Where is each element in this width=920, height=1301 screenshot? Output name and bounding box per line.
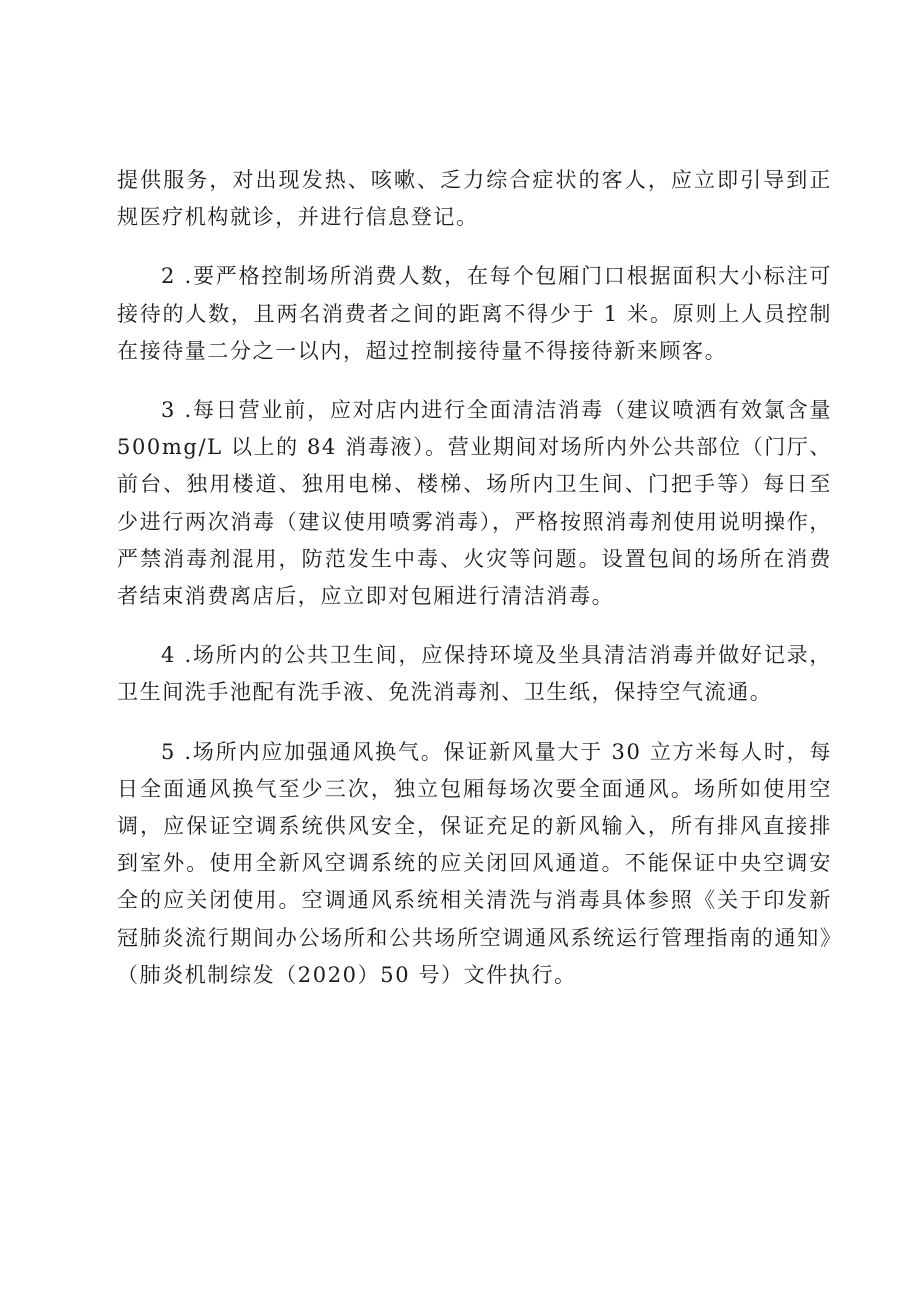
document-body <box>117 162 832 1016</box>
paragraph-item-5: 5 .场所内应加强通风换气。保证新风量大于 30 立方米每人时，每日全面通风换气至少三次，独立包厢每场次要全面通风。场所如使用空调，应保证空调系统供风安全，保证充足的新风输入，所有排风直接排到室外。使用全新风空调系统的应关闭回风通道。不能保证中央空调安全的应关闭使用。空调通风系统相关清洗与消毒具体参照《关于印发新冠肺炎流行期间办公场所和公共场所空调通风系统运行管理指南的通知》（肺炎机制综发（2020）50 号）文件执行。 <box>117 739 832 987</box>
paragraph-continuation: 提供服务，对出现发热、咳嗽、乏力综合症状的客人，应立即引导到正规医疗机构就诊，并进行信息登记。 <box>117 168 832 230</box>
paragraph-item-2: 2 .要严格控制场所消费人数，在每个包厢门口根据面积大小标注可接待的人数，且两名消费者之间的距离不得少于 1 米。原则上人员控制在接待量二分之一以内，超过控制接待量不得接待新来顾客。 <box>117 264 832 363</box>
paragraph-item-3: 3 .每日营业前，应对店内进行全面清洁消毒（建议喷洒有效氯含量 500mg/L 以上的 84 消毒液）。营业期间对场所内外公共部位（门厅、前台、独用楼道、独用电梯、楼梯、场所内卫生间、门把手等）每日至少进行两次消毒（建议使用喷雾消毒），严格按照消毒剂使用说明操作，严禁消毒剂混用，防范发生中毒、火灾等问题。设置包间的场所在消费者结束消费离店后，应立即对包厢进行清洁消毒。 <box>117 398 832 609</box>
paragraph-item-4: 4 .场所内的公共卫生间，应保持环境及坐具清洁消毒并做好记录，卫生间洗手池配有洗手液、免洗消毒剂、卫生纸，保持空气流通。 <box>117 643 832 705</box>
